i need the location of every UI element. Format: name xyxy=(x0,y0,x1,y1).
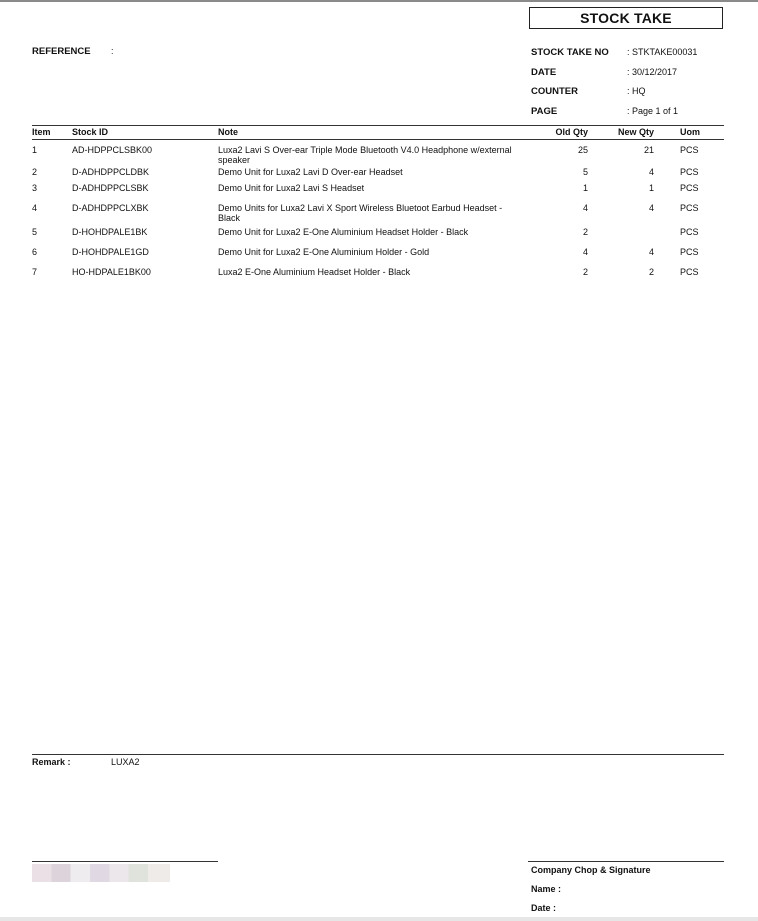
cell-stock-id: D-ADHDPPCLSBK xyxy=(72,183,149,193)
cell-item: 4 xyxy=(32,203,38,213)
table-row xyxy=(32,267,724,283)
remark-label: Remark : xyxy=(32,757,71,767)
date-label: DATE xyxy=(531,67,557,78)
page-label: PAGE xyxy=(531,106,558,117)
cell-note: Demo Units for Luxa2 Lavi X Sport Wireless Bluetoot Earbud Headset - Black xyxy=(218,203,503,223)
table-header xyxy=(32,125,724,140)
cell-stock-id: AD-HDPPCLSBK00 xyxy=(72,145,153,155)
cell-old-qty: 25 xyxy=(577,145,588,155)
cell-new-qty: 21 xyxy=(643,145,654,155)
cell-uom: PCS xyxy=(680,203,699,213)
remark-divider xyxy=(32,754,724,755)
col-new-qty: New Qty xyxy=(617,127,654,137)
page-value: : Page 1 of 1 xyxy=(627,106,679,116)
cell-note: Luxa2 Lavi S Over-ear Triple Mode Bluetooth V4.0 Headphone w/external speaker xyxy=(218,145,512,165)
cell-item: 2 xyxy=(32,167,38,177)
cell-uom: PCS xyxy=(680,183,699,193)
date-value: : 30/12/2017 xyxy=(627,67,678,77)
signature-line-left xyxy=(32,861,218,862)
date-signature-label: Date : xyxy=(531,903,557,913)
remark-value: LUXA2 xyxy=(111,757,140,767)
cell-uom: PCS xyxy=(680,227,699,237)
counter-label: COUNTER xyxy=(531,86,578,97)
page-bottom-border xyxy=(0,917,758,921)
company-chop-label: Company Chop & Signature xyxy=(531,865,651,875)
cell-stock-id: D-ADHDPPCLXBK xyxy=(72,203,149,213)
col-stock-id: Stock ID xyxy=(72,127,109,137)
cell-old-qty: 1 xyxy=(582,183,588,193)
signature-line-right xyxy=(528,861,724,862)
cell-item: 1 xyxy=(32,145,38,155)
cell-uom: PCS xyxy=(680,247,699,257)
cell-old-qty: 4 xyxy=(582,247,588,257)
cell-note: Demo Unit for Luxa2 E-One Aluminium Holder - Gold xyxy=(218,247,430,257)
cell-new-qty: 2 xyxy=(648,267,654,277)
col-old-qty: Old Qty xyxy=(555,127,588,137)
cell-uom: PCS xyxy=(680,267,699,277)
table-row xyxy=(32,167,724,183)
stock-take-no-label: STOCK TAKE NO xyxy=(531,47,609,58)
cell-note: Luxa2 E-One Aluminium Headset Holder - Black xyxy=(218,267,411,277)
table-row xyxy=(32,247,724,267)
cell-note: Demo Unit for Luxa2 Lavi S Headset xyxy=(218,183,365,193)
stock-table xyxy=(32,125,724,283)
reference-separator: : xyxy=(111,46,114,56)
table-row xyxy=(32,227,724,247)
name-label: Name : xyxy=(531,884,562,894)
reference-label: REFERENCE xyxy=(32,46,91,57)
cell-stock-id: D-ADHDPPCLDBK xyxy=(72,167,150,177)
cell-old-qty: 5 xyxy=(582,167,588,177)
cell-old-qty: 2 xyxy=(582,227,588,237)
table-row xyxy=(32,183,724,203)
cell-stock-id: HO-HDPALE1BK00 xyxy=(72,267,151,277)
cell-uom: PCS xyxy=(680,145,699,155)
page-top-border xyxy=(0,0,758,2)
table-row xyxy=(32,203,724,227)
cell-old-qty: 4 xyxy=(582,203,588,213)
cell-new-qty: 4 xyxy=(648,247,654,257)
document-title: STOCK TAKE xyxy=(529,7,723,29)
cell-new-qty: 1 xyxy=(648,183,654,193)
cell-item: 6 xyxy=(32,247,38,257)
counter-value: : HQ xyxy=(627,86,646,96)
cell-new-qty: 4 xyxy=(648,203,654,213)
cell-stock-id: D-HOHDPALE1BK xyxy=(72,227,148,237)
cell-item: 7 xyxy=(32,267,38,277)
cell-note: Demo Unit for Luxa2 Lavi D Over-ear Headset xyxy=(218,167,403,177)
cell-stock-id: D-HOHDPALE1GD xyxy=(72,247,149,257)
cell-uom: PCS xyxy=(680,167,699,177)
cell-old-qty: 2 xyxy=(582,267,588,277)
cell-item: 3 xyxy=(32,183,38,193)
stock-take-no-value: : STKTAKE00031 xyxy=(627,47,698,57)
cell-note: Demo Unit for Luxa2 E-One Aluminium Headset Holder - Black xyxy=(218,227,469,237)
col-uom: Uom xyxy=(680,127,700,137)
table-row xyxy=(32,145,724,167)
redacted-block xyxy=(32,864,170,882)
col-item: Item xyxy=(32,127,51,137)
col-note: Note xyxy=(218,127,238,137)
cell-new-qty: 4 xyxy=(648,167,654,177)
cell-item: 5 xyxy=(32,227,38,237)
